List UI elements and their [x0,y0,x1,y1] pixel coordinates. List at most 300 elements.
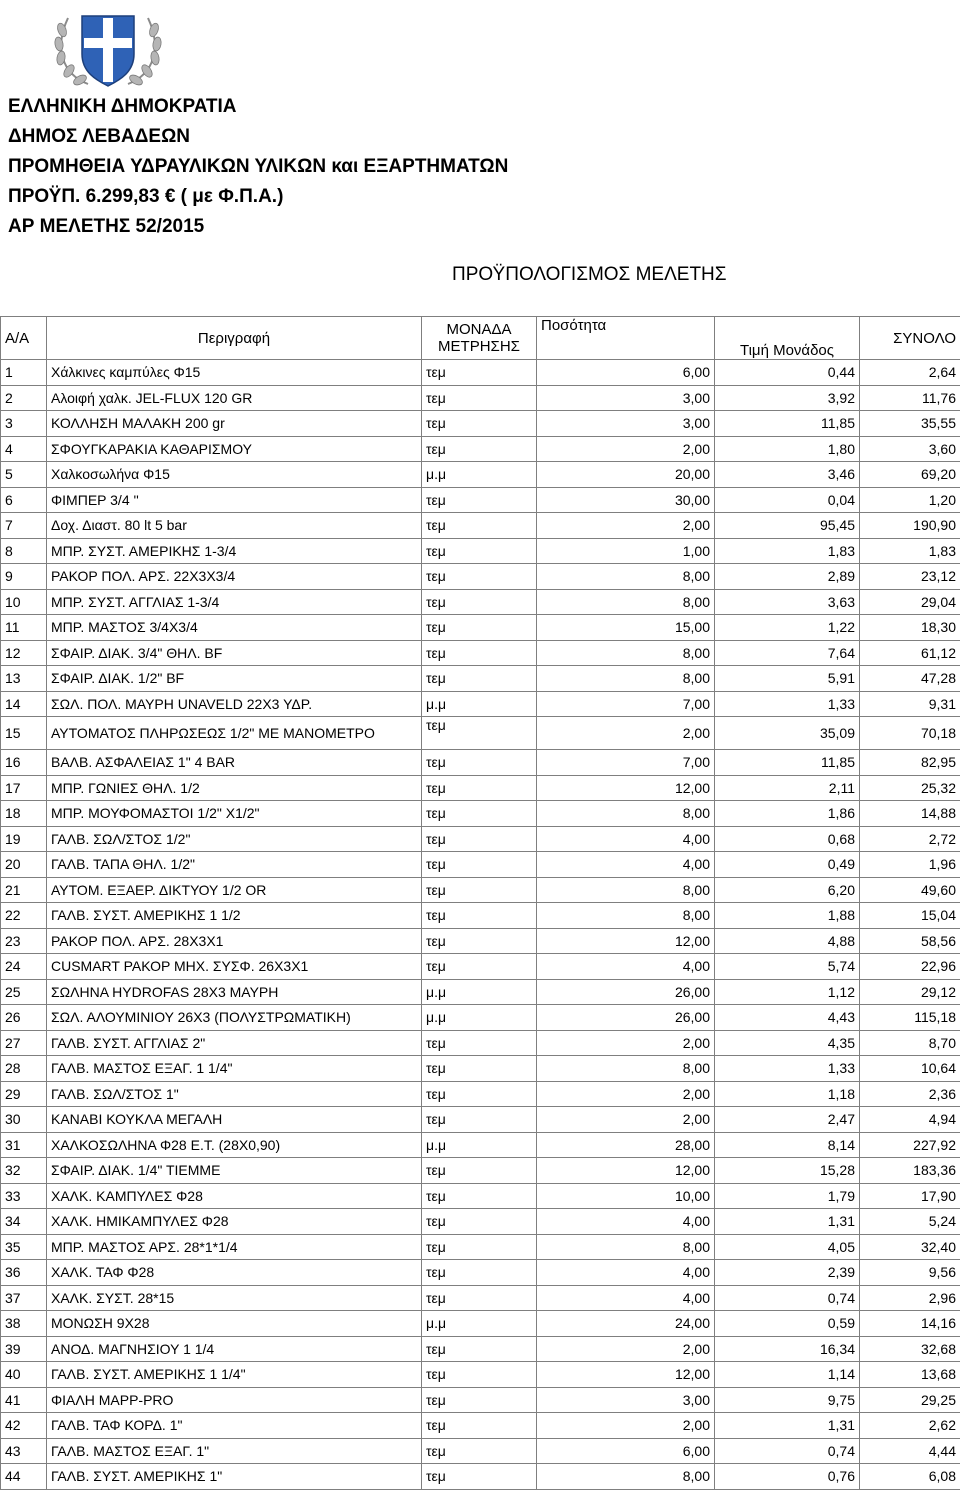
table-row [1,1285,960,1311]
row-total: 190,90 [860,513,960,539]
row-description: ΓΑΛΒ. ΣΥΣΤ. ΑΜΕΡΙΚΗΣ 1 1/2 [47,903,422,929]
row-description: CUSMART ΡΑΚΟΡ ΜΗΧ. ΣΥΣΦ. 26Χ3Χ1 [47,954,422,980]
row-unit-price: 5,91 [715,666,860,692]
row-quantity: 3,00 [537,411,715,437]
row-unit: τεμ [422,411,537,437]
row-unit-price: 8,14 [715,1132,860,1158]
row-total: 11,76 [860,385,960,411]
table-row [1,801,960,827]
row-description: ΧΑΛΚ. ΗΜΙΚΑΜΠΥΛΕΣ Φ28 [47,1209,422,1235]
table-row [1,1158,960,1184]
row-unit: τεμ [422,1081,537,1107]
header-quantity: Ποσότητα [537,317,715,360]
row-total: 32,40 [860,1234,960,1260]
row-number: 29 [1,1081,47,1107]
row-total: 18,30 [860,615,960,641]
row-description: Χαλκοσωλήνα Φ15 [47,462,422,488]
row-total: 61,12 [860,640,960,666]
row-description: ΑΥΤΟΜ. ΕΞΑΕΡ. ΔΙΚΤΥΟΥ 1/2 OR [47,877,422,903]
row-quantity: 8,00 [537,877,715,903]
row-unit: τεμ [422,564,537,590]
row-number: 3 [1,411,47,437]
row-total: 1,83 [860,538,960,564]
row-total: 1,96 [860,852,960,878]
table-row [1,564,960,590]
row-unit-price: 35,09 [715,717,860,750]
row-description: ΚΑΝΑΒΙ ΚΟΥΚΛΑ ΜΕΓΑΛΗ [47,1107,422,1133]
table-row [1,1030,960,1056]
row-number: 30 [1,1107,47,1133]
row-unit-price: 1,79 [715,1183,860,1209]
row-unit-price: 1,18 [715,1081,860,1107]
row-number: 42 [1,1413,47,1439]
row-unit: τεμ [422,589,537,615]
row-quantity: 12,00 [537,1158,715,1184]
row-unit: τεμ [422,775,537,801]
row-description: Δοχ. Διαστ. 80 lt 5 bar [47,513,422,539]
row-total: 82,95 [860,750,960,776]
row-unit-price: 4,35 [715,1030,860,1056]
row-number: 38 [1,1311,47,1337]
document-heading [8,92,508,242]
row-unit-price: 1,83 [715,538,860,564]
budget-table [0,316,960,1490]
row-number: 18 [1,801,47,827]
row-description: Αλοιφή χαλκ. JEL-FLUX 120 GR [47,385,422,411]
row-description: ΧΑΛΚΟΣΩΛΗΝΑ Φ28 Ε.Τ. (28Χ0,90) [47,1132,422,1158]
row-unit-price: 2,89 [715,564,860,590]
row-unit-price: 15,28 [715,1158,860,1184]
row-total: 25,32 [860,775,960,801]
row-unit: τεμ [422,877,537,903]
row-unit: τεμ [422,385,537,411]
table-row [1,1005,960,1031]
row-number: 32 [1,1158,47,1184]
row-quantity: 4,00 [537,1209,715,1235]
row-quantity: 12,00 [537,1362,715,1388]
row-unit-price: 2,11 [715,775,860,801]
table-row [1,385,960,411]
row-quantity: 8,00 [537,903,715,929]
row-quantity: 2,00 [537,1030,715,1056]
row-quantity: 2,00 [537,1107,715,1133]
row-total: 4,44 [860,1438,960,1464]
row-total: 10,64 [860,1056,960,1082]
table-row [1,1464,960,1490]
row-description: ΓΑΛΒ. ΤΑΠΑ ΘΗΛ. 1/2" [47,852,422,878]
table-row [1,411,960,437]
row-total: 15,04 [860,903,960,929]
row-unit-price: 0,49 [715,852,860,878]
heading-study-number: ΑΡ ΜΕΛΕΤΗΣ 52/2015 [8,216,205,237]
row-unit-price: 1,14 [715,1362,860,1388]
row-unit: τεμ [422,852,537,878]
table-row [1,487,960,513]
row-quantity: 6,00 [537,1438,715,1464]
table-row [1,1183,960,1209]
row-total: 2,36 [860,1081,960,1107]
row-unit: τεμ [422,1260,537,1286]
row-number: 43 [1,1438,47,1464]
row-quantity: 4,00 [537,826,715,852]
row-quantity: 8,00 [537,589,715,615]
row-description: ΜΠΡ. ΜΑΣΤΟΣ ΑΡΣ. 28*1*1/4 [47,1234,422,1260]
row-number: 36 [1,1260,47,1286]
row-total: 70,18 [860,717,960,750]
row-quantity: 8,00 [537,640,715,666]
row-unit: τεμ [422,666,537,692]
row-description: ΡΑΚΟΡ ΠΟΛ. ΑΡΣ. 22Χ3Χ3/4 [47,564,422,590]
row-unit: μ.μ [422,979,537,1005]
row-total: 2,62 [860,1413,960,1439]
row-quantity: 7,00 [537,750,715,776]
row-number: 28 [1,1056,47,1082]
row-description: ΡΑΚΟΡ ΠΟΛ. ΑΡΣ. 28Χ3Χ1 [47,928,422,954]
row-number: 16 [1,750,47,776]
row-unit: τεμ [422,360,537,386]
row-number: 26 [1,1005,47,1031]
row-description: ΚΟΛΛΗΣΗ ΜΑΛΑΚΗ 200 gr [47,411,422,437]
table-row [1,1234,960,1260]
row-unit-price: 11,85 [715,750,860,776]
row-quantity: 4,00 [537,852,715,878]
row-unit: τεμ [422,1438,537,1464]
row-description: ΓΑΛΒ. ΤΑΦ ΚΟΡΔ. 1" [47,1413,422,1439]
table-row [1,462,960,488]
row-unit: τεμ [422,1464,537,1490]
row-number: 8 [1,538,47,564]
row-total: 2,72 [860,826,960,852]
row-description: ΣΩΛΗΝΑ HYDROFAS 28X3 ΜΑΥΡΗ [47,979,422,1005]
row-unit: τεμ [422,928,537,954]
row-description: ΓΑΛΒ. ΜΑΣΤΟΣ ΕΞΑΓ. 1" [47,1438,422,1464]
table-row [1,1336,960,1362]
row-total: 5,24 [860,1209,960,1235]
row-description: ΓΑΛΒ. ΣΥΣΤ. ΑΓΓΛΙΑΣ 2" [47,1030,422,1056]
row-quantity: 30,00 [537,487,715,513]
row-unit: τεμ [422,1336,537,1362]
row-number: 1 [1,360,47,386]
table-row [1,1056,960,1082]
row-total: 6,08 [860,1464,960,1490]
table-row [1,666,960,692]
row-unit: τεμ [422,1209,537,1235]
row-total: 1,20 [860,487,960,513]
row-unit-price: 1,31 [715,1209,860,1235]
table-row [1,1311,960,1337]
row-total: 35,55 [860,411,960,437]
row-unit: μ.μ [422,691,537,717]
row-quantity: 3,00 [537,385,715,411]
table-row [1,640,960,666]
row-number: 22 [1,903,47,929]
row-quantity: 2,00 [537,513,715,539]
row-unit: τεμ [422,750,537,776]
header-unit [422,317,537,360]
heading-procurement-title: ΠΡΟΜΗΘΕΙΑ ΥΔΡΑΥΛΙΚΩΝ ΥΛΙΚΩΝ και ΕΞΑΡΤΗΜΑΤΩΝ [8,156,509,177]
row-unit: τεμ [422,1285,537,1311]
row-number: 6 [1,487,47,513]
row-total: 115,18 [860,1005,960,1031]
row-description: ΦΙΑΛΗ ΜΑΡΡ-PRO [47,1387,422,1413]
row-unit: τεμ [422,513,537,539]
row-total: 49,60 [860,877,960,903]
row-unit: τεμ [422,954,537,980]
row-quantity: 2,00 [537,1081,715,1107]
row-total: 17,90 [860,1183,960,1209]
table-row [1,1387,960,1413]
table-row [1,1132,960,1158]
table-row [1,360,960,386]
row-total: 9,31 [860,691,960,717]
row-number: 41 [1,1387,47,1413]
row-description: ΧΑΛΚ. ΤΑΦ Φ28 [47,1260,422,1286]
row-description: Χάλκινες καμπύλες Φ15 [47,360,422,386]
row-number: 17 [1,775,47,801]
table-row [1,1081,960,1107]
row-unit-price: 0,76 [715,1464,860,1490]
study-budget-title: ΠΡΟΫΠΟΛΟΓΙΣΜΟΣ ΜΕΛΕΤΗΣ [452,264,727,285]
row-quantity: 10,00 [537,1183,715,1209]
row-unit: τεμ [422,1362,537,1388]
heading-municipality: ΔΗΜΟΣ ΛΕΒΑΔΕΩΝ [8,126,191,147]
row-unit: τεμ [422,801,537,827]
row-total: 14,88 [860,801,960,827]
row-unit-price: 9,75 [715,1387,860,1413]
row-total: 58,56 [860,928,960,954]
table-row [1,775,960,801]
row-total: 29,25 [860,1387,960,1413]
row-unit: τεμ [422,538,537,564]
row-unit-price: 1,31 [715,1413,860,1439]
row-quantity: 26,00 [537,1005,715,1031]
row-unit-price: 1,88 [715,903,860,929]
row-total: 23,12 [860,564,960,590]
row-quantity: 3,00 [537,1387,715,1413]
table-body [1,360,960,1490]
row-total: 22,96 [860,954,960,980]
row-number: 31 [1,1132,47,1158]
row-total: 3,60 [860,436,960,462]
row-quantity: 1,00 [537,538,715,564]
row-number: 14 [1,691,47,717]
row-number: 24 [1,954,47,980]
row-quantity: 6,00 [537,360,715,386]
row-number: 44 [1,1464,47,1490]
row-total: 32,68 [860,1336,960,1362]
row-unit-price: 1,22 [715,615,860,641]
row-unit: τεμ [422,487,537,513]
row-unit-price: 6,20 [715,877,860,903]
row-total: 8,70 [860,1030,960,1056]
row-number: 21 [1,877,47,903]
row-quantity: 24,00 [537,1311,715,1337]
row-unit-price: 4,88 [715,928,860,954]
row-unit-price: 1,12 [715,979,860,1005]
row-description: ΦΙΜΠΕΡ 3/4 '' [47,487,422,513]
row-unit-price: 1,33 [715,1056,860,1082]
row-quantity: 4,00 [537,954,715,980]
row-unit: τεμ [422,436,537,462]
row-number: 12 [1,640,47,666]
row-number: 27 [1,1030,47,1056]
row-number: 33 [1,1183,47,1209]
row-quantity: 8,00 [537,564,715,590]
header-description: Περιγραφή [47,317,422,360]
row-unit-price: 0,74 [715,1285,860,1311]
row-quantity: 2,00 [537,436,715,462]
row-unit-price: 16,34 [715,1336,860,1362]
table-row [1,615,960,641]
row-number: 34 [1,1209,47,1235]
row-unit-price: 1,86 [715,801,860,827]
row-number: 19 [1,826,47,852]
row-number: 25 [1,979,47,1005]
row-description: ΣΩΛ. ΑΛΟΥΜΙΝΙΟΥ 26Χ3 (ΠΟΛΥΣΤΡΩΜΑΤΙΚΗ) [47,1005,422,1031]
row-description: ΒΑΛΒ. ΑΣΦΑΛΕΙΑΣ 1" 4 BAR [47,750,422,776]
row-unit: τεμ [422,1056,537,1082]
header-unit-line1: ΜΟΝΑΔΑ [446,321,512,338]
row-unit: μ.μ [422,1311,537,1337]
header-no: Α/Α [1,317,47,360]
row-description: ΜΠΡ. ΣΥΣΤ. ΑΓΓΛΙΑΣ 1-3/4 [47,589,422,615]
row-number: 5 [1,462,47,488]
table-row [1,826,960,852]
row-total: 29,12 [860,979,960,1005]
row-unit-price: 3,92 [715,385,860,411]
row-unit: τεμ [422,640,537,666]
table-row [1,1260,960,1286]
row-total: 13,68 [860,1362,960,1388]
row-unit-price: 0,68 [715,826,860,852]
row-unit-price: 1,80 [715,436,860,462]
table-row [1,1209,960,1235]
row-unit: μ.μ [422,1132,537,1158]
table-row [1,1413,960,1439]
row-quantity: 8,00 [537,1234,715,1260]
row-description: ΣΦΑΙΡ. ΔΙΑΚ. 1/2" BF [47,666,422,692]
greek-coat-of-arms-emblem [48,8,168,90]
row-total: 183,36 [860,1158,960,1184]
table-row [1,436,960,462]
row-description: ΣΦΟΥΓΚΑΡΑΚΙΑ ΚΑΘΑΡΙΣΜΟΥ [47,436,422,462]
row-number: 11 [1,615,47,641]
row-unit-price: 4,43 [715,1005,860,1031]
row-quantity: 8,00 [537,801,715,827]
row-total: 227,92 [860,1132,960,1158]
row-number: 37 [1,1285,47,1311]
row-description: ΧΑΛΚ. ΣΥΣΤ. 28*15 [47,1285,422,1311]
heading-republic: ΕΛΛΗΝΙΚΗ ΔΗΜΟΚΡΑΤΙΑ [8,96,237,117]
table-row [1,852,960,878]
table-row [1,903,960,929]
row-unit: τεμ [422,826,537,852]
row-unit-price: 3,63 [715,589,860,615]
row-description: ΜΟΝΩΣΗ 9Χ28 [47,1311,422,1337]
table-row [1,928,960,954]
row-total: 29,04 [860,589,960,615]
row-unit-price: 0,74 [715,1438,860,1464]
row-description: ΜΠΡ. ΓΩΝΙΕΣ ΘΗΛ. 1/2 [47,775,422,801]
row-quantity: 20,00 [537,462,715,488]
row-quantity: 4,00 [537,1285,715,1311]
row-number: 4 [1,436,47,462]
row-description: ΜΠΡ. ΜΟΥΦΟΜΑΣΤΟΙ 1/2" Χ1/2" [47,801,422,827]
row-quantity: 2,00 [537,1336,715,1362]
row-description: ΑΥΤΟΜΑΤΟΣ ΠΛΗΡΩΣΕΩΣ 1/2" ΜΕ ΜΑΝΟΜΕΤΡΟ [47,717,422,750]
table-row [1,513,960,539]
row-number: 39 [1,1336,47,1362]
row-number: 2 [1,385,47,411]
header-unit-price: Τιμή Μονάδος [715,317,860,360]
row-unit: τεμ [422,1387,537,1413]
row-description: ΑΝΟΔ. ΜΑΓΝΗΣΙΟΥ 1 1/4 [47,1336,422,1362]
row-unit-price: 11,85 [715,411,860,437]
row-quantity: 7,00 [537,691,715,717]
row-unit: τεμ [422,1234,537,1260]
row-unit: μ.μ [422,462,537,488]
heading-budget: ΠΡΟΫΠ. 6.299,83 € ( με Φ.Π.Α.) [8,186,284,207]
row-unit-price: 4,05 [715,1234,860,1260]
row-unit-price: 0,44 [715,360,860,386]
table-row [1,750,960,776]
row-unit: τεμ [422,1413,537,1439]
table-row [1,1362,960,1388]
row-number: 10 [1,589,47,615]
row-unit: τεμ [422,615,537,641]
coat-of-arms-graphic [48,8,168,90]
table-row [1,538,960,564]
row-quantity: 15,00 [537,615,715,641]
row-total: 14,16 [860,1311,960,1337]
table-row [1,979,960,1005]
row-description: ΣΦΑΙΡ. ΔΙΑΚ. 3/4" ΘΗΛ. BF [47,640,422,666]
row-number: 23 [1,928,47,954]
row-quantity: 8,00 [537,666,715,692]
row-unit: μ.μ [422,1005,537,1031]
row-quantity: 4,00 [537,1260,715,1286]
row-quantity: 12,00 [537,928,715,954]
row-quantity: 8,00 [537,1464,715,1490]
row-quantity: 26,00 [537,979,715,1005]
table-row [1,589,960,615]
row-unit: τεμ [422,1183,537,1209]
row-unit: τεμ [422,1158,537,1184]
row-unit-price: 3,46 [715,462,860,488]
row-unit-price: 2,39 [715,1260,860,1286]
row-quantity: 2,00 [537,717,715,750]
row-description: ΣΩΛ. ΠΟΛ. ΜΑΥΡΗ UNAVELD 22Χ3 ΥΔΡ. [47,691,422,717]
row-unit-price: 0,59 [715,1311,860,1337]
row-total: 47,28 [860,666,960,692]
row-number: 15 [1,717,47,750]
row-unit-price: 7,64 [715,640,860,666]
row-unit: τεμ [422,1107,537,1133]
row-quantity: 2,00 [537,1413,715,1439]
row-number: 35 [1,1234,47,1260]
row-number: 13 [1,666,47,692]
table-row [1,1438,960,1464]
header-unit-line2: ΜΕΤΡΗΣΗΣ [438,338,520,355]
row-description: ΜΠΡ. ΣΥΣΤ. ΑΜΕΡΙΚΗΣ 1-3/4 [47,538,422,564]
row-number: 20 [1,852,47,878]
row-unit-price: 1,33 [715,691,860,717]
row-unit-price: 0,04 [715,487,860,513]
row-number: 40 [1,1362,47,1388]
table-row [1,954,960,980]
row-unit: τεμ [422,903,537,929]
row-description: ΓΑΛΒ. ΣΩΛ/ΣΤΟΣ 1/2" [47,826,422,852]
